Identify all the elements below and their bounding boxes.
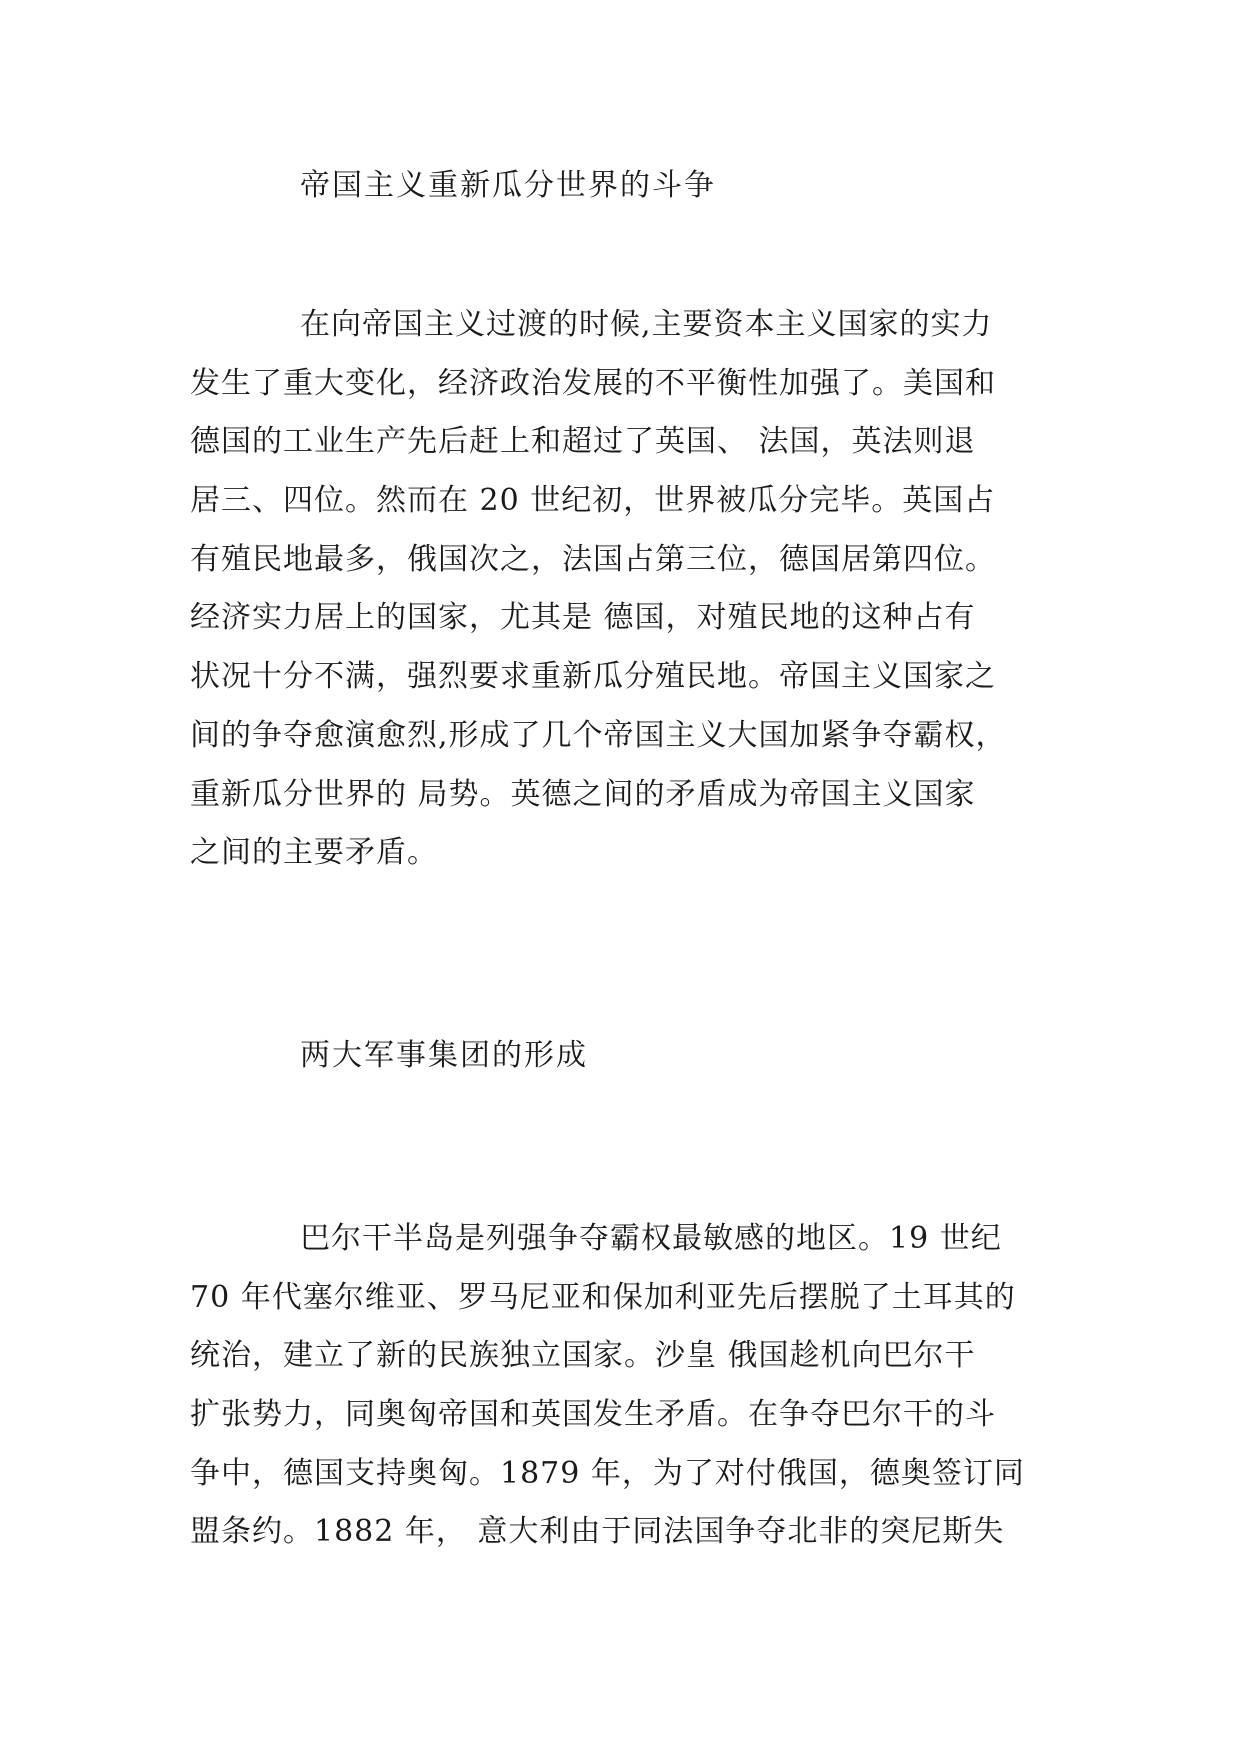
paragraph-line: 争中，德国支持奥匈。1879 年，为了对付俄国，德奥签订同 [190,1455,1025,1491]
paragraph-line: 之间的主要矛盾。 [190,835,438,871]
paragraph-line: 状况十分不满，强烈要求重新瓜分殖民地。帝国主义国家之 [190,659,996,695]
paragraph-line: 发生了重大变化，经济政治发展的不平衡性加强了。美国和 [190,365,996,401]
paragraph-line: 70 年代塞尔维亚、罗马尼亚和保加利亚先后摆脱了土耳其的 [190,1279,1016,1315]
section-heading-imperialist-struggle: 帝国主义重新瓜分世界的斗争 [300,168,716,203]
paragraph-line: 有殖民地最多，俄国次之，法国占第三位，德国居第四位。 [190,541,996,577]
paragraph-line: 间的争夺愈演愈烈,形成了几个帝国主义大国加紧争夺霸权， [190,717,1007,753]
paragraph-line: 巴尔干半岛是列强争夺霸权最敏感的地区。19 世纪 [300,1221,1002,1256]
paragraph-imperialist-struggle [190,296,1007,883]
paragraph-line: 在向帝国主义过渡的时候,主要资本主义国家的实力 [300,307,993,342]
paragraph-line: 统治，建立了新的民族独立国家。沙皇 俄国趁机向巴尔干 [190,1338,976,1374]
paragraph-line: 经济实力居上的国家，尤其是 德国，对殖民地的这种占有 [190,600,976,636]
paragraph-military-blocs [190,1210,1025,1562]
paragraph-line: 重新瓜分世界的 局势。英德之间的矛盾成为帝国主义国家 [190,776,976,812]
paragraph-line: 盟条约。1882 年， 意大利由于同法国争夺北非的突尼斯失 [190,1514,1005,1550]
paragraph-line: 德国的工业生产先后赶上和超过了英国、 法国，英法则退 [190,424,976,460]
paragraph-line: 扩张势力，同奥匈帝国和英国发生矛盾。在争夺巴尔干的斗 [190,1397,996,1433]
paragraph-line: 居三、四位。然而在 20 世纪初，世界被瓜分完毕。英国占 [190,483,996,519]
section-heading-military-blocs: 两大军事集团的形成 [300,1038,588,1073]
